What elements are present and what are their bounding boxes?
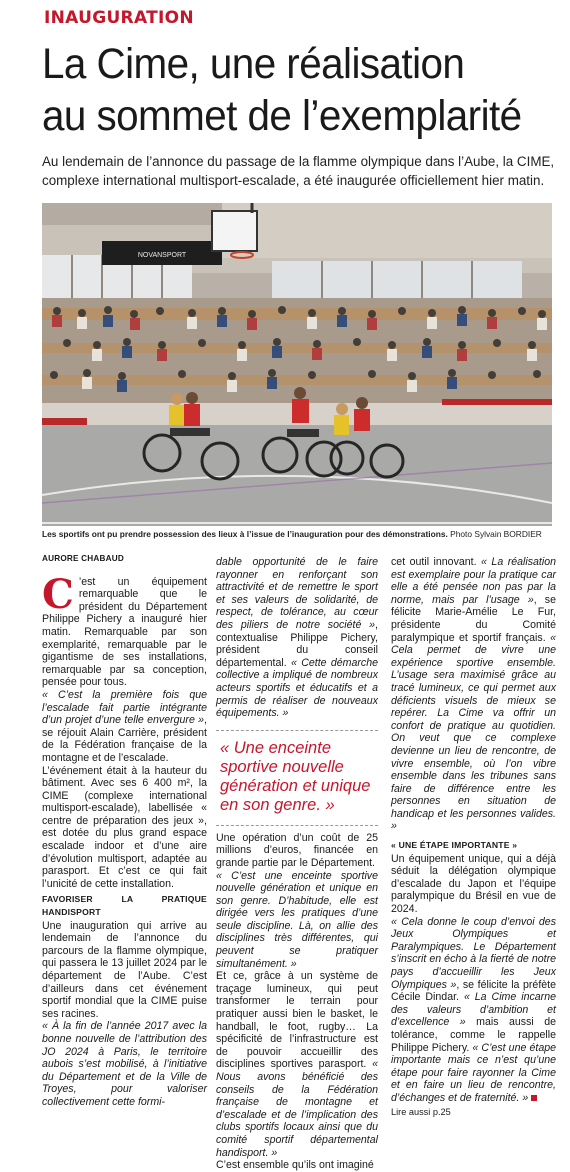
caption-text: Les sportifs ont pu prendre possession des lieux à l’issue de l’inauguration pour des démonstrations. <box>42 529 448 539</box>
pull-quote: « Une enceinte sportive nouvelle génération et unique en son genre. » <box>216 730 378 826</box>
headline-line-1: La Cime, une réalisation <box>42 40 465 88</box>
paragraph-text: , contextualise Philippe Pichery, président du conseil départemental. <box>216 618 378 669</box>
quote: « À la fin de l’année 2017 avec la bonne nouvelle de l’attribution des JO 2024 à Paris, le territoire aubois s’est mobilisé, à l’initiative du Département et de la Ville de Troyes, pour valoriser collectivement cette formi- <box>42 1020 207 1108</box>
drop-cap: C <box>42 570 74 618</box>
section-kicker: INAUGURATION <box>44 8 194 28</box>
paragraph: Une inauguration qui arrive au lendemain de l’annonce du parcours de la flamme olympique, qui passera le 13 juillet 2024 par le département de l’Aube. C’est d’ailleurs dans cet événement sportif mondial que la CIME puise ses racines. <box>42 919 207 1020</box>
headline-line-2: au sommet de l’exemplarité <box>42 92 522 140</box>
article-column-2 <box>216 556 378 1172</box>
quote: « C’est la première fois que l’escalade fait partie intégrante d’un projet d’une telle envergure » <box>42 688 207 727</box>
paragraph: Une opération d’un coût de 25 millions d’euros, financée en grande partie par le Département. <box>216 831 378 869</box>
lead-paragraph: Au lendemain de l’annonce du passage de la flamme olympique dans l’Aube, la CIME, complexe international multisport-escalade, a été inaugurée officiellement hier matin. <box>42 154 555 188</box>
paragraph-text: ’est un équipement remarquable que le président du Département Philippe Pichery a inauguré hier matin. Remarquable par son exemplarité, remarquable par le gigantisme de ses installations, remarquable par sa conception, pensée pour tous. <box>42 575 207 689</box>
subheading: « UNE ÉTAPE IMPORTANTE » <box>391 840 518 851</box>
quote: « Cela donne le coup d’envoi des Jeux Olympiques et Paralympiques. Le Département s’inscrit en écho à la fierté de notre pays d’accueillir les Jeux Olympiques » <box>391 915 556 991</box>
paragraph-text: , se réjouit Alain Carrière, président de la Fédération française de la montagne et de l’escalade. <box>42 714 207 764</box>
quote: dable opportunité de le faire rayonner en renforçant son attractivité et de remettre le sport et ses valeurs de solidarité, de respect, de tolérance, au cœur des piliers de notre société » <box>216 556 378 631</box>
quote: « C’est une étape importante mais ce n’est qu’une étape pour faire rayonner la Cime et en faire un lieu de rencontre, d’échanges et de fraternité. » <box>391 1041 556 1104</box>
quote: « La Cime incarne des valeurs d’ambition et d’excellence » <box>391 991 556 1029</box>
paragraph <box>42 570 207 689</box>
article-column-1 <box>42 553 207 1109</box>
article-column-3 <box>391 556 556 1118</box>
quote: « Nous avons bénéficié des conseils de la Fédération française de montagne et d’escalade et de l’implication des clubs sportifs locaux ainsi que du comité sportif départemental handisport. » <box>216 1058 378 1159</box>
end-square-icon <box>531 1095 537 1101</box>
paragraph-text: Et ce, grâce à un système de traçage lumineux, qui peut transformer le terrain pour pratiquer aussi bien le basket, le handball, le foot, rugby… La spécificité de l’infrastructure est de pouvoir accueillir des disciplines sportives parasport. <box>216 970 378 1071</box>
scoreboard-text: NOVANSPORT <box>137 252 187 259</box>
paragraph <box>391 916 556 1105</box>
paragraph-text: , se félicite la préfète Cécile Dindar. <box>391 978 556 1004</box>
headline <box>42 38 531 142</box>
paragraph <box>42 689 207 765</box>
paragraph <box>216 970 378 1159</box>
author-byline: AURORE CHABAUD <box>42 554 124 563</box>
paragraph <box>216 556 378 720</box>
subheading: FAVORISER LA PRATIQUE HANDISPORT <box>42 894 207 918</box>
photo-caption <box>42 529 552 539</box>
quote: « La réalisation est exemplaire pour la pratique car elle a été pensée non pas par la norme, mais par l’usage » <box>391 556 556 606</box>
paragraph-text: cet outil innovant. <box>391 556 477 568</box>
photo-credit: Photo Sylvain BORDIER <box>450 529 542 539</box>
sports-hall-illustration <box>42 203 552 526</box>
quote: « Cette démarche collective a impliqué de nombreux acteurs sportifs et éducatifs et a permis de réaliser de nouveaux équipements. » <box>216 656 378 720</box>
quote: « Cela permet de vivre une expérience sportive ensemble. L’usage sera maximisé grâce au tracé lumineux, ce qui permet aux déficients visuels de mieux se repérer. La Cime va offrir un confort de pratique au quotidien. On veut que ce complexe devienne un lieu de rencontre, de vivre ensemble, où l’on vibre ensemble dans les tribunes sans faire de différence entre les personnes en situation de handicap et les personnes valides. » <box>391 631 556 833</box>
paragraph: L’événement était à la hauteur du bâtiment. Avec ses 6 400 m², la CIME (complexe international multisport-escalade), labellisée « centre de préparation des jeux », est dotée du plus grand espace escalade indoor et d’une aire d’évolution multisport, adaptée au parasport. Et c’est ce qui fait l’unicité de cette installation. <box>42 764 207 890</box>
paragraph: Un équipement unique, qui a déjà séduit la délégation olympique d’escalade du Japon et l’équipe paralympique du Brésil en vue de 2024. <box>391 852 556 916</box>
article-photo <box>42 203 552 526</box>
paragraph <box>391 556 556 833</box>
paragraph-text: , se félicite Marie-Amélie Le Fur, présidente du Comité paralympique et sportif français. <box>391 593 557 644</box>
quote: « C’est une enceinte sportive nouvelle génération et unique en son genre. D’habitude, elle est dirigée vers les pratiques d’une seule discipline. Là, on allie des disciplines très différentes, qui peuvent se pratiquer simultanément. » <box>216 869 378 970</box>
paragraph-text: mais aussi de tolérance, comme le rappelle Philippe Pichery. <box>391 1016 557 1054</box>
read-also-link[interactable]: Lire aussi p.25 <box>391 1106 451 1117</box>
paragraph: C’est ensemble qu’ils ont imaginé <box>216 1159 374 1172</box>
